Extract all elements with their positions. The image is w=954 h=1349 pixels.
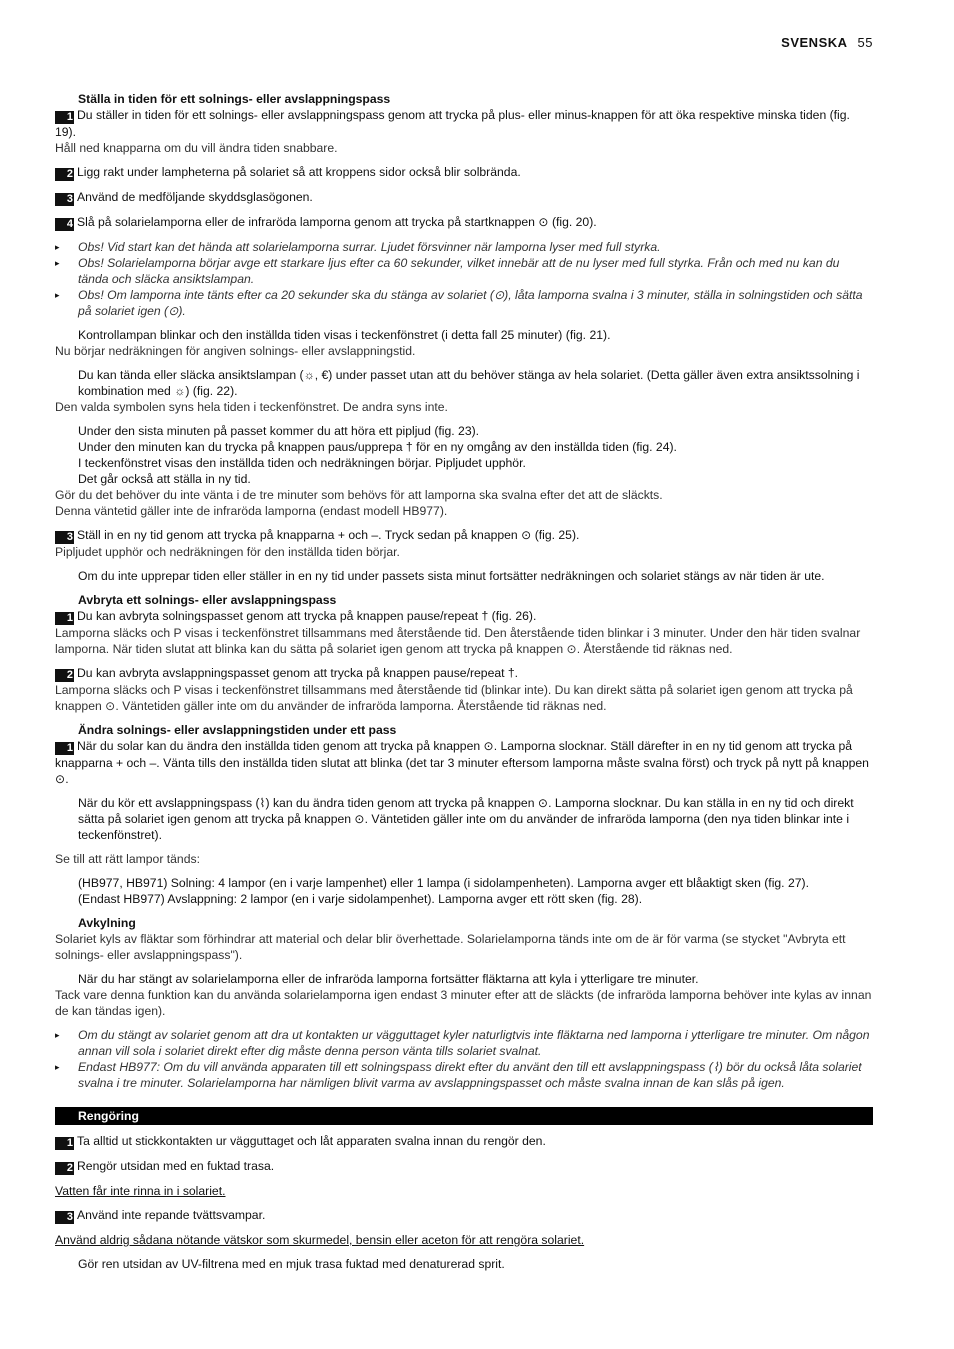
paragraph-note: Den valda symbolen syns hela tiden i teckenfönstret. De andra syns inte. <box>55 400 448 414</box>
document-body <box>55 91 873 1272</box>
step-number: 2 <box>55 1162 74 1175</box>
step-note: Pipljudet upphör och nedräkningen för den inställda tiden börjar. <box>55 545 400 559</box>
step <box>55 1133 873 1150</box>
section-heading: Avkylning <box>78 916 136 930</box>
step <box>55 1158 873 1175</box>
note-list <box>55 239 873 319</box>
section-bar: Rengöring <box>55 1107 873 1125</box>
step-number: 3 <box>55 1211 74 1224</box>
section-heading: Avbryta ett solnings- eller avslappningspass <box>78 593 337 607</box>
step <box>55 738 873 787</box>
step <box>55 608 873 625</box>
step-number: 2 <box>55 669 74 682</box>
note-item: ▸ Obs! Om lamporna inte tänts efter ca 20 sekunder ska du stänga av solariet (⊙), låta lamporna svalna i 3 minuter, ställa in solningstiden och sätta på solariet igen (⊙). <box>55 287 873 319</box>
step-text: Du ställer in tiden för ett solnings- eller avslappningspass genom att trycka på plus- eller minus-knappen för att öka respektive minska tiden (fig. 19). <box>55 108 850 139</box>
step <box>55 107 873 140</box>
step-text: Ställ in en ny tid genom att trycka på knapparna + och –. Tryck sedan på knappen ⊙ (fig. 25). <box>77 528 580 542</box>
note-item: ▸ Om du stängt av solariet genom att dra ut kontakten ur vägguttaget kyler naturligtvis inte fläktarna ned lamporna i ytterligare tre minuter. Om någon annan vill sola i solariet direkt efter dig måste denna person vänta tills solariet svalnat. <box>55 1027 873 1059</box>
step <box>55 214 873 231</box>
paragraph: När du kör ett avslappningspass (⌇) kan du ändra tiden genom att trycka på knappen ⊙. Lamporna slocknar. Du kan ställa in en ny tid och direkt sätta på solariet igen genom att trycka på knappen ⊙. Väntetiden gäller inte om du använder de infraröda lamporna (den nya tiden blinkar inte i teckenfönstret). <box>78 796 854 842</box>
step-text: Du kan avbryta avslappningspasset genom att trycka på knappen pause/repeat †. <box>77 666 519 680</box>
step-number: 1 <box>55 742 74 755</box>
step-text: Ligg rakt under lampheterna på solariet så att kroppens sidor också blir solbrända. <box>77 165 521 179</box>
step <box>55 665 873 682</box>
paragraph: Kontrollampan blinkar och den inställda tiden visas i teckenfönstret (i detta fall 25 minuter) (fig. 21). <box>78 328 611 342</box>
step <box>55 189 873 206</box>
step-number: 4 <box>55 218 74 231</box>
page-number: 55 <box>857 35 873 50</box>
note-item: ▸ Endast HB977: Om du vill använda apparaten till ett solningspass direkt efter du använt den till ett avslappningspass (⌇) bör du också låta solariet svalna i tre minuter. Solarielamporna har nämligen blivit varma av avslappningspasset och måste svalna innan de kan slås på igen. <box>55 1059 873 1091</box>
note-item: ▸ Obs! Solarielamporna börjar avge ett starkare ljus efter ca 60 sekunder, vilket innebär att de nu lyser med full styrka. Från och med nu kan du tända och släcka ansiktslampan. <box>55 255 873 287</box>
step-number: 1 <box>55 612 74 625</box>
step <box>55 527 873 544</box>
warning-text: Använd aldrig sådana nötande vätskor som skurmedel, bensin eller aceton för att rengöra solariet. <box>55 1233 585 1247</box>
page-header <box>781 35 873 50</box>
warning-text: Vatten får inte rinna in i solariet. <box>55 1184 226 1198</box>
paragraph-line: Det går också att ställa in ny tid. <box>78 472 251 486</box>
step-text: Du kan avbryta solningspasset genom att trycka på knappen pause/repeat † (fig. 26). <box>77 609 537 623</box>
paragraph-note: Gör du det behöver du inte vänta i de tre minuter som behövs för att lamporna ska svalna efter det att de släckts. <box>55 488 663 502</box>
paragraph-note: Denna väntetid gäller inte de infraröda lamporna (endast modell HB977). <box>55 504 448 518</box>
paragraph: När du har stängt av solarielamporna eller de infraröda lamporna fortsätter fläktarna att kyla i ytterligare tre minuter. <box>78 972 699 986</box>
paragraph: Om du inte upprepar tiden eller ställer in en ny tid under passets sista minut fortsätter nedräkningen och solariet stängs av när tiden är ute. <box>78 569 825 583</box>
step-number: 3 <box>55 193 74 206</box>
step-text: Använd de medföljande skyddsglasögonen. <box>77 190 313 204</box>
paragraph: (HB977, HB971) Solning: 4 lampor (en i varje lampenhet) eller 1 lampa (i sidolampenheten). Lamporna avger ett blåaktigt sken (fig. 27). <box>78 876 809 890</box>
note-list <box>55 1027 873 1091</box>
step-note: Lamporna släcks och P visas i teckenfönstret tillsammans med återstående tid (blinkar inte). Du kan direkt sätta på solariet igen genom att trycka på knappen ⊙. Väntetiden gäller inte om du använder de infraröda lamporna. Återstående tid räknas ned. <box>55 683 853 713</box>
language-label: SVENSKA <box>781 35 848 50</box>
step-number: 3 <box>55 531 74 544</box>
step-number: 1 <box>55 1137 74 1150</box>
paragraph: Solariet kyls av fläktar som förhindrar att material och delar blir överhettade. Solarielamporna tänds inte om de är för varma (se stycket "Avbryta ett solnings- eller avslappningspass"). <box>55 932 846 962</box>
paragraph-note: Tack vare denna funktion kan du använda solarielamporna igen endast 3 minuter efter att de släckts (de infraröda lamporna behöver inte kylas av innan de kan tändas igen). <box>55 988 872 1018</box>
paragraph: (Endast HB977) Avslappning: 2 lampor (en i varje sidolampenhet). Lamporna avger ett rött sken (fig. 28). <box>78 892 643 906</box>
paragraph: Gör ren utsidan av UV-filtrena med en mjuk trasa fuktad med denaturerad sprit. <box>78 1257 505 1271</box>
paragraph: Du kan tända eller släcka ansiktslampan (☼, €) under passet utan att du behöver stänga av hela solariet. (Detta gäller även extra ansiktssolning i kombination med ☼) (fig. 22). <box>78 368 860 398</box>
step-text: När du solar kan du ändra den inställda tiden genom att trycka på knappen ⊙. Lamporna slocknar. Ställ därefter in en ny tid genom att trycka på knapparna + och –. Vänta tills den inställda tiden slutat att blinka (det tar 3 minuter eftersom lamporna måste svalna först) och tryck på nytt på knappen ⊙. <box>55 739 869 786</box>
paragraph-line: I teckenfönstret visas den inställda tiden och nedräkningen börjar. Pipljudet upphör. <box>78 456 526 470</box>
step-note: Lamporna släcks och P visas i teckenfönstret tillsammans med återstående tid. Den återstående tiden blinkar i 3 minuter. Under den här tiden svalnar lamporna. När tiden slutat att blinka kan du sätta på solariet igen genom att trycka på knappen ⊙. Återstående tid räknas ned. <box>55 626 861 656</box>
step-text: Rengör utsidan med en fuktad trasa. <box>77 1159 275 1173</box>
step-number: 2 <box>55 168 74 181</box>
step <box>55 164 873 181</box>
step-number: 1 <box>55 111 74 124</box>
step-text: Slå på solarielamporna eller de infraröda lamporna genom att trycka på startknappen ⊙ (fig. 20). <box>77 215 597 229</box>
paragraph-line: Under den minuten kan du trycka på knappen paus/upprepa † för en ny omgång av den inställda tiden (fig. 24). <box>78 440 677 454</box>
note-item: ▸ Obs! Vid start kan det hända att solarielamporna surrar. Ljudet försvinner när lamporna lyser med full styrka. <box>55 239 873 255</box>
step-text: Använd inte repande tvättsvampar. <box>77 1208 266 1222</box>
section-heading: Ställa in tiden för ett solnings- eller avslappningspass <box>78 92 391 106</box>
step-text: Ta alltid ut stickkontakten ur vägguttaget och låt apparaten svalna innan du rengör den. <box>77 1134 546 1148</box>
step <box>55 1207 873 1224</box>
paragraph-note: Nu börjar nedräkningen för angiven solnings- eller avslappningstid. <box>55 344 416 358</box>
paragraph-note: Se till att rätt lampor tänds: <box>55 852 200 866</box>
paragraph-line: Under den sista minuten på passet kommer du att höra ett pipljud (fig. 23). <box>78 424 480 438</box>
step-note: Håll ned knapparna om du vill ändra tiden snabbare. <box>55 141 338 155</box>
section-heading: Ändra solnings- eller avslappningstiden under ett pass <box>78 723 397 737</box>
